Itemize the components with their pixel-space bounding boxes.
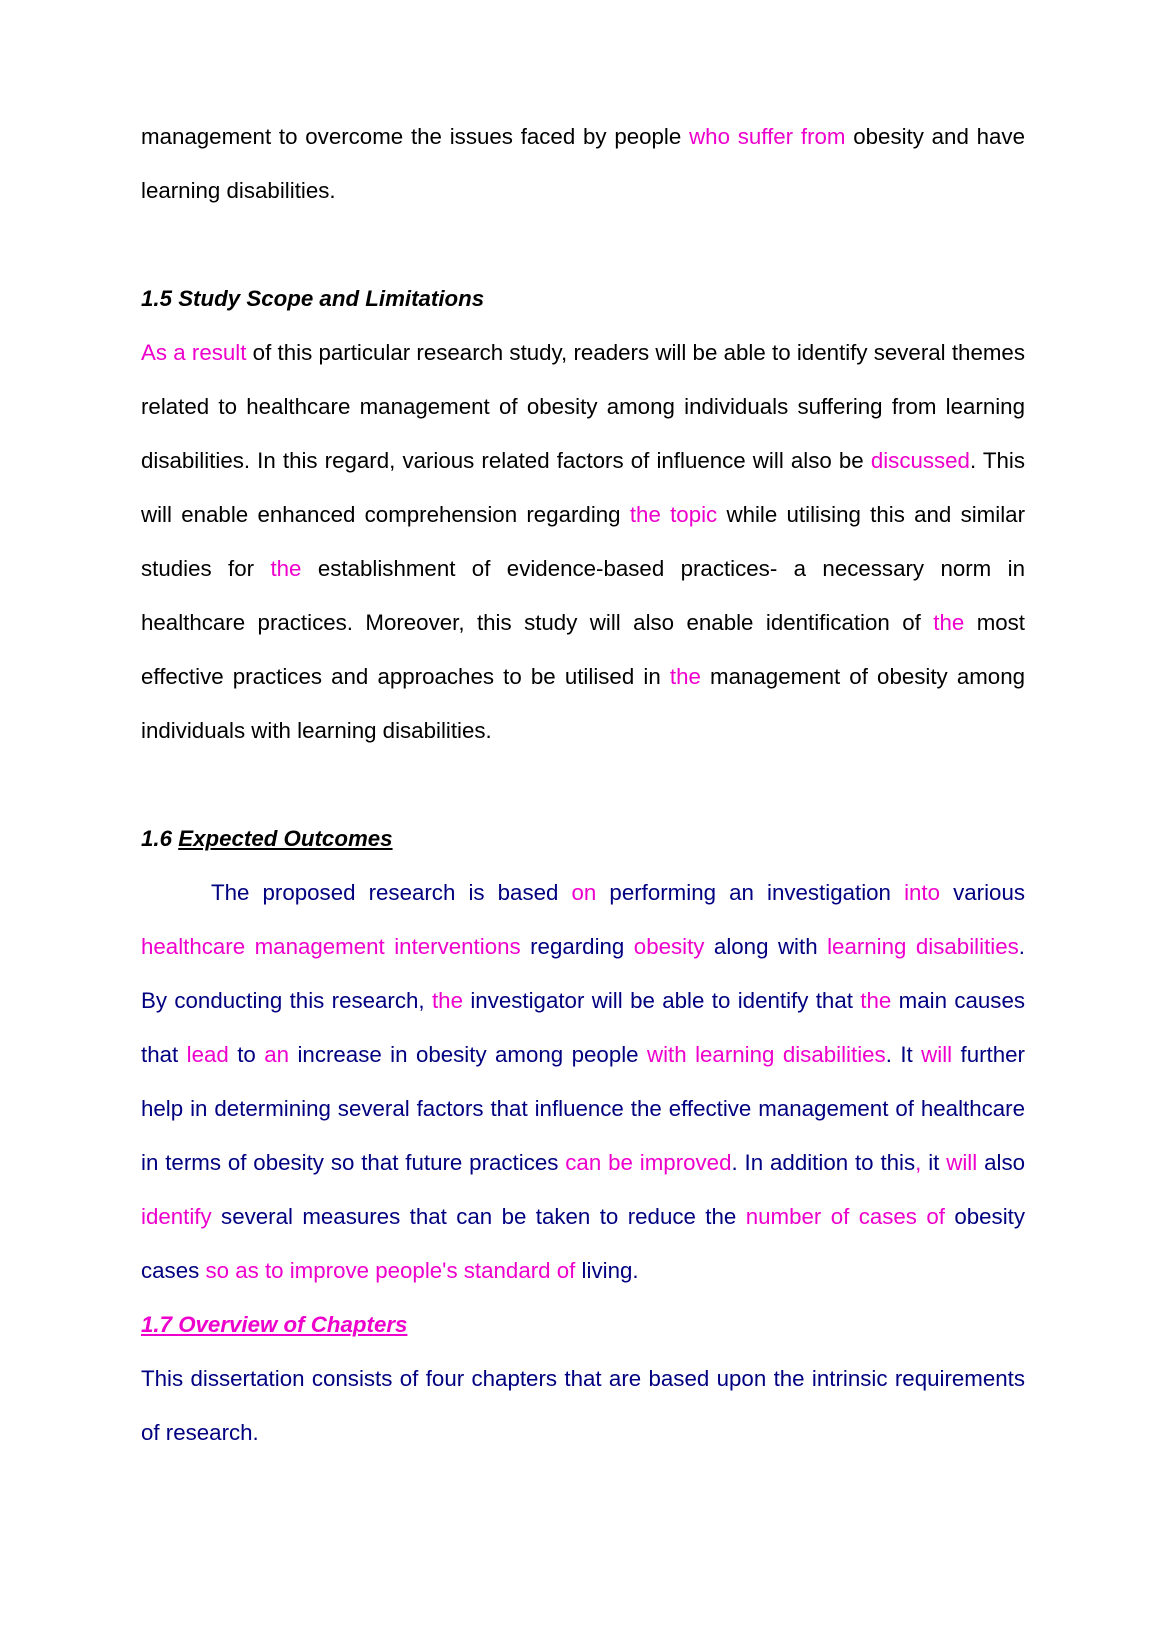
- section-1-7-paragraph: [141, 1352, 1025, 1460]
- text-run-black: . This will enable enhanced comprehension regarding: [141, 448, 1025, 527]
- text-run-navy: several measures that can be taken to reduce the: [211, 1204, 746, 1229]
- text-run-navy: obesity cases: [141, 1204, 1026, 1283]
- section-1-5-heading: 1.5 Study Scope and Limitations: [141, 286, 485, 311]
- spacer: [141, 758, 1025, 812]
- text-run-navy: This dissertation consists of four chapters that are based upon the intrinsic requirements of research.: [141, 1366, 1025, 1445]
- text-run-black: of this particular research study, readers will be able to identify several themes related to healthcare management of obesity among individuals suffering from learning disabilities. In this regard, various related factors of influence will also be: [141, 340, 1025, 473]
- text-run-magenta: discussed: [870, 448, 970, 473]
- text-run-black: management to overcome the issues faced by people: [141, 124, 690, 149]
- text-run-magenta: an: [264, 1042, 290, 1067]
- text-run-navy: regarding: [520, 934, 634, 959]
- text-run-navy: . By conducting this research,: [141, 934, 1025, 1013]
- text-run-magenta: number of cases of: [745, 1204, 945, 1229]
- section-1-6-heading-number: 1.6: [141, 826, 179, 851]
- text-run-navy: further help in determining several factors that influence the effective management of healthcare in terms of obesity so that future practices: [141, 1042, 1025, 1175]
- section-1-5-paragraph: [141, 326, 1025, 758]
- text-run-navy: various: [940, 880, 1025, 905]
- text-run-magenta: will: [946, 1150, 978, 1175]
- text-run-magenta: on: [571, 880, 597, 905]
- text-run-navy: it: [921, 1150, 947, 1175]
- text-run-navy: main causes that: [141, 988, 1026, 1067]
- document-body: [141, 110, 1025, 1460]
- text-run-magenta: the: [270, 556, 302, 581]
- text-run-magenta: the: [431, 988, 463, 1013]
- text-run-black: obesity and have learning disabilities.: [141, 124, 1025, 203]
- text-run-magenta: the: [933, 610, 965, 635]
- text-run-black: establishment of evidence-based practices- a necessary norm in healthcare practices. Moreover, this study will also enable identification of: [141, 556, 1025, 635]
- text-run-magenta: the topic: [629, 502, 718, 527]
- text-run-black: while utilising this and similar studies for: [141, 502, 1025, 581]
- section-1-6-heading: [141, 812, 1025, 866]
- text-run-navy: increase in obesity among people: [289, 1042, 647, 1067]
- text-run-magenta: ,: [915, 1150, 922, 1175]
- section-1-6-heading-title: Expected Outcomes: [178, 826, 393, 851]
- text-run-magenta: into: [904, 880, 941, 905]
- text-run-navy: investigator will be able to identify that: [462, 988, 861, 1013]
- section-1-6-paragraph: [141, 866, 1025, 1298]
- text-run-navy: along with: [704, 934, 828, 959]
- text-run-magenta: with learning disabilities: [647, 1042, 886, 1067]
- text-run-navy: . In addition to this: [731, 1150, 916, 1175]
- section-1-7-heading: 1.7 Overview of Chapters: [141, 1312, 408, 1337]
- text-run-navy: living.: [575, 1258, 639, 1283]
- text-run-magenta: can be improved: [565, 1150, 732, 1175]
- text-run-magenta: obesity: [633, 934, 705, 959]
- text-run-navy: to: [228, 1042, 265, 1067]
- text-run-magenta: the: [860, 988, 892, 1013]
- text-run-magenta: so as to improve people's standard of: [205, 1258, 576, 1283]
- text-run-black: most effective practices and approaches to be utilised in: [141, 610, 1026, 689]
- text-run-magenta: will: [921, 1042, 953, 1067]
- spacer: [141, 218, 1025, 272]
- text-run-navy: also: [977, 1150, 1025, 1175]
- text-run-black: management of obesity among individuals with learning disabilities.: [141, 664, 1026, 743]
- text-run-magenta: identify: [141, 1204, 212, 1229]
- intro-paragraph: [141, 110, 1025, 218]
- text-run-magenta: the: [669, 664, 701, 689]
- text-run-navy: . It: [885, 1042, 922, 1067]
- text-run-magenta: As a result: [141, 340, 247, 365]
- text-run-magenta: healthcare management interventions: [141, 934, 521, 959]
- text-run-navy: The proposed research is based: [211, 880, 572, 905]
- text-run-magenta: who suffer from: [689, 124, 846, 149]
- text-run-navy: performing an investigation: [596, 880, 905, 905]
- text-run-magenta: lead: [186, 1042, 229, 1067]
- text-run-magenta: learning disabilities: [827, 934, 1019, 959]
